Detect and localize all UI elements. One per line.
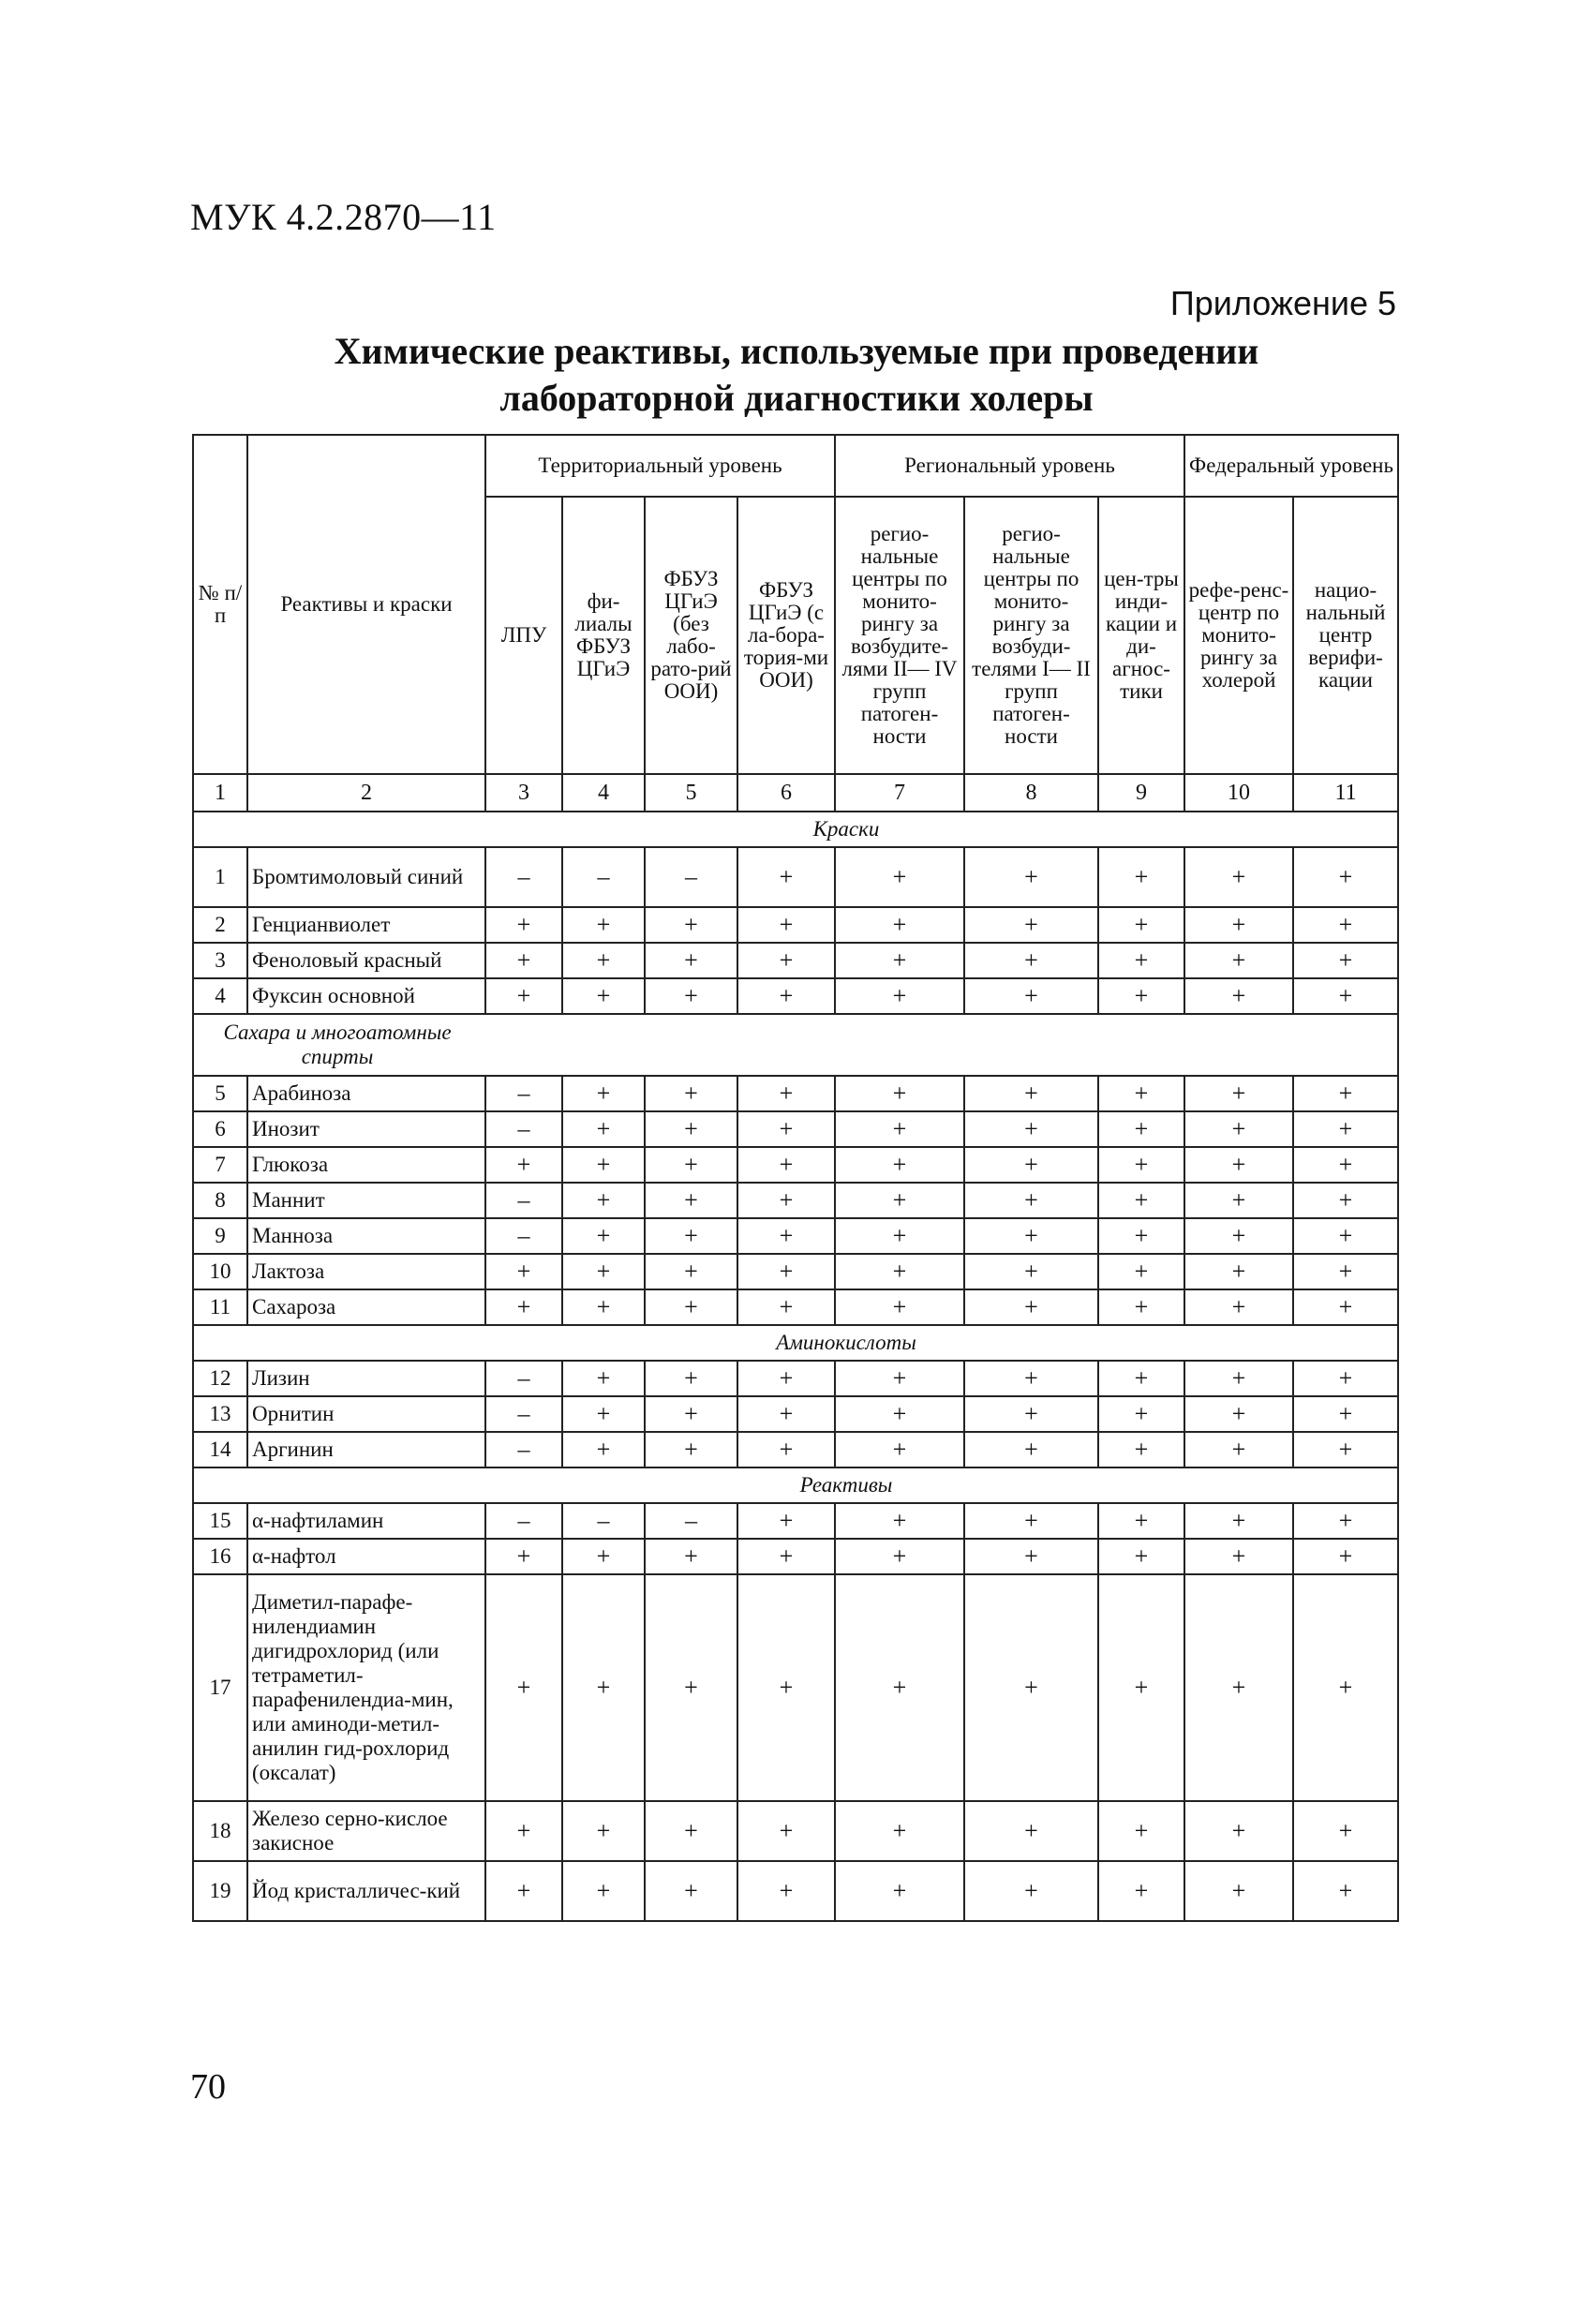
section-label: Реактивы [799,1473,893,1497]
availability-mark: + [835,1539,964,1574]
availability-mark: + [1293,907,1398,943]
row-number: 5 [193,1076,247,1111]
column-number: 5 [645,774,737,812]
availability-mark: + [1098,1254,1184,1289]
reagent-name: α-нафтиламин [247,1503,485,1539]
availability-mark: + [1098,1147,1184,1183]
column-number: 11 [1293,774,1398,812]
availability-mark: + [562,1861,645,1921]
availability-mark: + [737,1111,835,1147]
row-number: 19 [193,1861,247,1921]
table-row [193,1254,1398,1289]
availability-mark: + [737,1801,835,1861]
availability-mark: + [645,1147,737,1183]
availability-mark: + [964,1503,1098,1539]
availability-mark: + [645,1289,737,1325]
availability-mark: + [964,1111,1098,1147]
availability-mark: + [1184,1361,1293,1396]
availability-mark: – [485,1361,562,1396]
table-row [193,1801,1398,1861]
row-number: 18 [193,1801,247,1861]
availability-mark: + [1293,1801,1398,1861]
row-number: 9 [193,1218,247,1254]
row-number: 1 [193,847,247,907]
reagent-name: Орнитин [247,1396,485,1432]
appendix-label: Приложение 5 [1169,284,1396,322]
column-number: 6 [737,774,835,812]
title-line-1: Химические реактивы, используемые при проведении [334,330,1259,372]
availability-mark: + [1184,1218,1293,1254]
table-row [193,1111,1398,1147]
table-row [193,1861,1398,1921]
column-number: 1 [193,774,247,812]
row-number: 13 [193,1396,247,1432]
availability-mark: + [562,978,645,1014]
availability-mark: + [737,847,835,907]
availability-mark: + [1293,1254,1398,1289]
table-row [193,1361,1398,1396]
reagent-name: Фуксин основной [247,978,485,1014]
reagent-name: Маннит [247,1183,485,1218]
column-number: 9 [1098,774,1184,812]
availability-mark: + [964,1574,1098,1801]
availability-mark: + [562,1183,645,1218]
availability-mark: + [964,1801,1098,1861]
reagent-name: Диметил-парафе-нилендиамин дигидрохлорид (или тетраметил-парафенилендиа-мин, или аминоди-метил-анилин гид-рохлорид (оксалат) [247,1574,485,1801]
availability-mark: + [835,943,964,978]
availability-mark: + [835,1183,964,1218]
availability-mark: + [562,943,645,978]
header-group-territorial: Территориальный уровень [485,435,835,497]
availability-mark: + [645,1432,737,1467]
availability-mark: + [485,1539,562,1574]
availability-mark: + [737,1076,835,1111]
header-col-11: нацио-нальный центр верифи-кации [1293,497,1398,774]
availability-mark: – [562,1503,645,1539]
availability-mark: + [1098,1432,1184,1467]
availability-mark: + [645,907,737,943]
row-number: 6 [193,1111,247,1147]
column-number: 8 [964,774,1098,812]
availability-mark: + [1293,1147,1398,1183]
availability-mark: + [1293,1076,1398,1111]
row-number: 2 [193,907,247,943]
availability-mark: + [835,907,964,943]
availability-mark: + [1098,847,1184,907]
availability-mark: + [485,1289,562,1325]
section-label: Аминокислоты [776,1331,916,1354]
availability-mark: + [1184,1432,1293,1467]
availability-mark: + [1293,1432,1398,1467]
availability-mark: + [485,1574,562,1801]
availability-mark: + [737,1254,835,1289]
availability-mark: + [835,1503,964,1539]
availability-mark: + [964,1183,1098,1218]
reagent-name: Лизин [247,1361,485,1396]
availability-mark: + [1098,978,1184,1014]
availability-mark: + [1098,1396,1184,1432]
page-title [187,328,1406,422]
column-number: 10 [1184,774,1293,812]
availability-mark: + [485,1254,562,1289]
availability-mark: + [1184,1861,1293,1921]
availability-mark: + [1098,907,1184,943]
availability-mark: + [964,1147,1098,1183]
reagent-name: Феноловый красный [247,943,485,978]
availability-mark: + [964,1861,1098,1921]
row-number: 17 [193,1574,247,1801]
availability-mark: – [485,1076,562,1111]
availability-mark: + [645,1111,737,1147]
availability-mark: + [737,978,835,1014]
availability-mark: + [485,907,562,943]
availability-mark: + [1184,847,1293,907]
table-row [193,1218,1398,1254]
availability-mark: + [835,1076,964,1111]
availability-mark: + [1098,1361,1184,1396]
reagent-name: Инозит [247,1111,485,1147]
availability-mark: + [964,1361,1098,1396]
availability-mark: + [645,1218,737,1254]
availability-mark: + [1293,943,1398,978]
availability-mark: + [645,1076,737,1111]
reagent-name: α-нафтол [247,1539,485,1574]
availability-mark: + [1184,907,1293,943]
availability-mark: – [562,847,645,907]
availability-mark: + [1293,978,1398,1014]
availability-mark: + [562,1432,645,1467]
availability-mark: + [645,1361,737,1396]
header-col-3: ЛПУ [485,497,562,774]
availability-mark: + [562,1574,645,1801]
section-label: Краски [812,817,880,841]
availability-mark: + [835,1254,964,1289]
availability-mark: + [1293,847,1398,907]
availability-mark: + [737,943,835,978]
availability-mark: + [964,907,1098,943]
availability-mark: + [562,1076,645,1111]
availability-mark: + [1184,1574,1293,1801]
availability-mark: + [645,1801,737,1861]
section-row [193,1014,1398,1076]
availability-mark: + [1184,1076,1293,1111]
header-col-5: ФБУЗ ЦГиЭ (без лабо-рато-рий ООИ) [645,497,737,774]
availability-mark: + [737,1503,835,1539]
availability-mark: + [645,1183,737,1218]
availability-mark: + [1293,1574,1398,1801]
availability-mark: + [835,1111,964,1147]
availability-mark: + [835,1432,964,1467]
availability-mark: + [1184,1801,1293,1861]
availability-mark: + [737,1183,835,1218]
availability-mark: + [562,1147,645,1183]
availability-mark: + [562,1254,645,1289]
availability-mark: + [964,1218,1098,1254]
header-col-7: регио-нальные центры по монито-рингу за возбудите-лями II— IV групп патоген-ности [835,497,964,774]
availability-mark: + [1293,1289,1398,1325]
availability-mark: + [1098,1539,1184,1574]
availability-mark: – [485,847,562,907]
availability-mark: + [964,978,1098,1014]
availability-mark: + [737,1574,835,1801]
availability-mark: + [1098,1076,1184,1111]
availability-mark: + [1184,1289,1293,1325]
row-number: 3 [193,943,247,978]
availability-mark: + [562,1111,645,1147]
availability-mark: + [964,1289,1098,1325]
availability-mark: + [485,978,562,1014]
page-number: 70 [190,2067,226,2107]
availability-mark: + [645,1254,737,1289]
availability-mark: + [1293,1111,1398,1147]
availability-mark: + [645,1396,737,1432]
availability-mark: + [1293,1218,1398,1254]
availability-mark: + [835,1361,964,1396]
column-number: 7 [835,774,964,812]
reagent-name: Глюкоза [247,1147,485,1183]
availability-mark: + [964,1254,1098,1289]
availability-mark: – [485,1503,562,1539]
availability-mark: + [1098,1218,1184,1254]
availability-mark: + [562,1801,645,1861]
availability-mark: + [737,1147,835,1183]
document-code: МУК 4.2.2870—11 [190,196,497,238]
row-number: 14 [193,1432,247,1467]
availability-mark: + [562,1289,645,1325]
availability-mark: + [1184,1254,1293,1289]
availability-mark: + [562,1396,645,1432]
reagent-name: Лактоза [247,1254,485,1289]
availability-mark: + [1184,1111,1293,1147]
row-number: 4 [193,978,247,1014]
availability-mark: + [1293,1861,1398,1921]
availability-mark: + [1184,1147,1293,1183]
column-number: 4 [562,774,645,812]
availability-mark: + [835,1289,964,1325]
availability-mark: + [835,1801,964,1861]
section-row [193,812,1398,847]
reagents-table [192,434,1399,1922]
table-row [193,1076,1398,1111]
row-number: 11 [193,1289,247,1325]
reagent-name: Железо серно-кислое закисное [247,1801,485,1861]
availability-mark: + [562,907,645,943]
availability-mark: + [964,847,1098,907]
availability-mark: + [1098,943,1184,978]
availability-mark: + [835,1218,964,1254]
availability-mark: + [737,1396,835,1432]
row-number: 10 [193,1254,247,1289]
availability-mark: – [645,1503,737,1539]
availability-mark: + [835,1861,964,1921]
column-number: 3 [485,774,562,812]
availability-mark: + [645,943,737,978]
availability-mark: + [835,847,964,907]
reagent-name: Генцианвиолет [247,907,485,943]
header-col-10: рефе-ренс-центр по монито-рингу за холерой [1184,497,1293,774]
table-row [193,1432,1398,1467]
header-col-9: цен-тры инди-кации и ди-агнос-тики [1098,497,1184,774]
availability-mark: – [485,1111,562,1147]
reagent-name: Аргинин [247,1432,485,1467]
availability-mark: – [645,847,737,907]
availability-mark: + [1098,1801,1184,1861]
availability-mark: + [964,1432,1098,1467]
availability-mark: + [1293,1183,1398,1218]
availability-mark: + [737,1289,835,1325]
availability-mark: + [1184,1183,1293,1218]
availability-mark: + [835,1147,964,1183]
row-number: 7 [193,1147,247,1183]
table-row [193,943,1398,978]
availability-mark: + [835,978,964,1014]
availability-mark: + [1184,978,1293,1014]
availability-mark: + [835,1574,964,1801]
availability-mark: + [485,943,562,978]
table-row [193,1289,1398,1325]
availability-mark: + [1098,1183,1184,1218]
table-row [193,978,1398,1014]
availability-mark: + [1098,1574,1184,1801]
table-row [193,907,1398,943]
availability-mark: + [1293,1361,1398,1396]
availability-mark: + [562,1218,645,1254]
availability-mark: – [485,1218,562,1254]
title-line-2: лабораторной диагностики холеры [499,377,1094,419]
row-number: 8 [193,1183,247,1218]
table-row [193,1574,1398,1801]
availability-mark: + [1184,943,1293,978]
table-row [193,1183,1398,1218]
availability-mark: + [1098,1861,1184,1921]
header-num: № п/п [193,435,247,774]
table-row [193,1539,1398,1574]
row-number: 16 [193,1539,247,1574]
availability-mark: + [485,1861,562,1921]
availability-mark: + [562,1539,645,1574]
reagent-name: Сахароза [247,1289,485,1325]
availability-mark: + [964,1396,1098,1432]
header-name: Реактивы и краски [247,435,485,774]
availability-mark: + [737,907,835,943]
availability-mark: + [835,1396,964,1432]
header-col-4: фи-лиалы ФБУЗ ЦГиЭ [562,497,645,774]
availability-mark: – [485,1432,562,1467]
table-row [193,847,1398,907]
availability-mark: + [964,943,1098,978]
availability-mark: + [1184,1503,1293,1539]
availability-mark: + [737,1218,835,1254]
availability-mark: + [1098,1503,1184,1539]
availability-mark: + [1184,1539,1293,1574]
row-number: 12 [193,1361,247,1396]
availability-mark: + [964,1076,1098,1111]
reagent-name: Бромтимоловый синий [247,847,485,907]
availability-mark: + [737,1361,835,1396]
table-row [193,1396,1398,1432]
table-row [193,1147,1398,1183]
availability-mark: + [737,1861,835,1921]
availability-mark: + [1293,1539,1398,1574]
row-number: 15 [193,1503,247,1539]
header-group-federal: Федеральный уровень [1184,435,1398,497]
availability-mark: + [645,1574,737,1801]
column-number: 2 [247,774,485,812]
availability-mark: + [645,1861,737,1921]
availability-mark: + [1098,1111,1184,1147]
availability-mark: + [645,978,737,1014]
section-row [193,1325,1398,1361]
availability-mark: + [737,1539,835,1574]
availability-mark: + [485,1801,562,1861]
section-label: Сахара и многоатомные спирты [223,1020,452,1068]
availability-mark: + [1293,1503,1398,1539]
reagent-name: Манноза [247,1218,485,1254]
reagent-name: Йод кристалличес-кий [247,1861,485,1921]
availability-mark: + [645,1539,737,1574]
section-row [193,1467,1398,1503]
availability-mark: + [964,1539,1098,1574]
header-col-6: ФБУЗ ЦГиЭ (с ла-бора-тория-ми ООИ) [737,497,835,774]
availability-mark: + [1184,1396,1293,1432]
availability-mark: – [485,1396,562,1432]
availability-mark: + [1293,1396,1398,1432]
header-col-8: регио-нальные центры по монито-рингу за возбуди-телями I— II групп патоген-ности [964,497,1098,774]
reagent-name: Арабиноза [247,1076,485,1111]
availability-mark: + [1098,1289,1184,1325]
availability-mark: + [737,1432,835,1467]
table-row [193,1503,1398,1539]
availability-mark: + [485,1147,562,1183]
availability-mark: + [562,1361,645,1396]
header-group-regional: Региональный уровень [835,435,1184,497]
availability-mark: – [485,1183,562,1218]
